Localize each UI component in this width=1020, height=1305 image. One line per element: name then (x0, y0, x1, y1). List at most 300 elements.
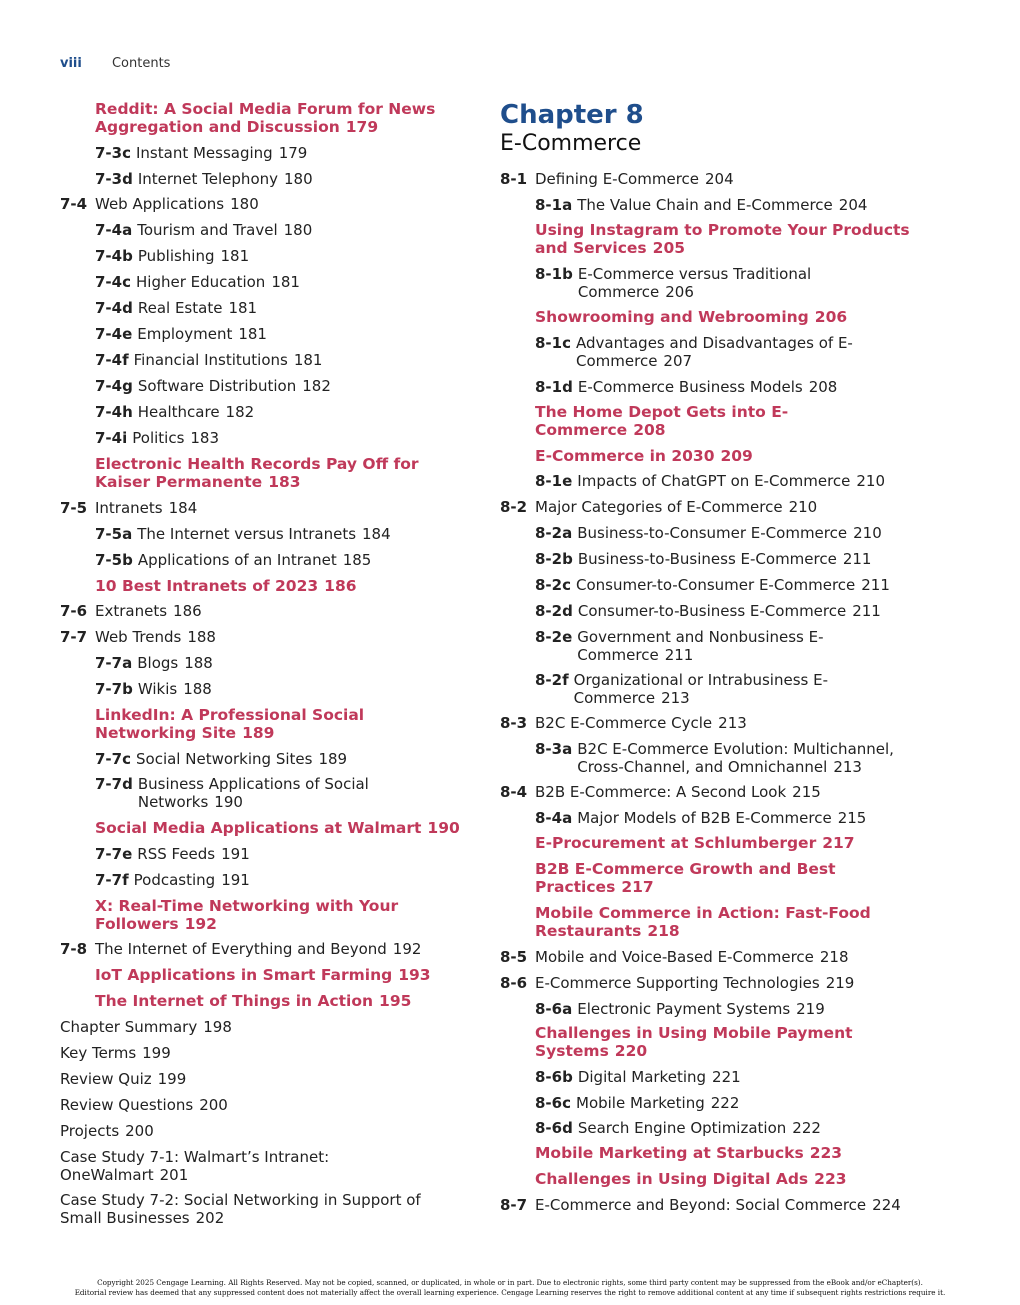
entry-number: 8-1a (535, 196, 573, 214)
entry-title: Web Applications (95, 195, 225, 213)
running-header (60, 56, 170, 71)
entry-number: 8-6a (535, 1000, 573, 1018)
toc-subsection-entry[interactable] (60, 247, 460, 265)
toc-subsection-entry[interactable] (500, 334, 910, 370)
toc-feature-entry[interactable] (60, 897, 460, 933)
toc-section-entry[interactable] (60, 499, 460, 517)
entry-number: 8-1b (535, 265, 573, 283)
entry-title: Review Quiz (60, 1070, 152, 1088)
toc-backmatter-entry[interactable] (60, 1070, 460, 1088)
entry-page-number: 179 (345, 118, 379, 136)
toc-feature-entry[interactable] (500, 860, 910, 896)
entry-number: 7-5a (95, 525, 133, 543)
toc-backmatter-entry[interactable] (60, 1018, 460, 1036)
entry-page-number: 219 (825, 974, 855, 992)
toc-subsection-entry[interactable] (60, 144, 460, 162)
entry-title: Intranets (95, 499, 163, 517)
entry-page-number: 213 (833, 758, 862, 776)
entry-page-number: 211 (664, 646, 694, 664)
toc-section-entry[interactable] (60, 628, 460, 646)
entry-page-number: 206 (665, 283, 694, 301)
entry-page-number: 206 (814, 308, 848, 326)
entry-number: 7-4a (95, 221, 133, 239)
entry-title: Challenges in Using Digital Ads (535, 1170, 809, 1188)
entry-number: 8-7 (500, 1196, 528, 1214)
entry-text-wrap (95, 706, 460, 742)
entry-page-number: 181 (238, 325, 267, 343)
entry-title: Chapter Summary (60, 1018, 198, 1036)
entry-page-number: 218 (819, 948, 849, 966)
entry-number: 8-2b (535, 550, 573, 568)
entry-number: 8-1 (500, 170, 528, 188)
entry-text-wrap (138, 170, 460, 188)
entry-title: Electronic Payment Systems (577, 1000, 791, 1018)
toc-feature-entry[interactable] (500, 403, 910, 439)
entry-text-wrap (535, 860, 910, 896)
entry-title: Podcasting (133, 871, 216, 889)
toc-subsection-entry[interactable] (60, 750, 460, 768)
entry-page-number: 188 (183, 680, 212, 698)
toc-section-entry[interactable] (500, 498, 910, 516)
entry-title: B2C E-Commerce Evolution: Multichannel, Cross-Channel, and Omnichannel (577, 740, 894, 776)
entry-title: The Home Depot Gets into E-Commerce (535, 403, 789, 439)
entry-page-number: 222 (710, 1094, 740, 1112)
entry-text-wrap (577, 628, 910, 664)
toc-subsection-entry[interactable] (60, 845, 460, 863)
entry-text-wrap (138, 775, 460, 811)
entry-number: 8-2a (535, 524, 573, 542)
entry-title: B2C E-Commerce Cycle (535, 714, 713, 732)
entry-number: 8-4 (500, 783, 528, 801)
entry-text-wrap (535, 948, 910, 966)
toc-subsection-entry[interactable] (60, 170, 460, 188)
entry-title: B2B E-Commerce: A Second Look (535, 783, 787, 801)
toc-backmatter-entry[interactable] (60, 1191, 460, 1227)
toc-feature-entry[interactable] (500, 447, 910, 465)
entry-text-wrap (577, 472, 910, 490)
entry-text-wrap (132, 429, 460, 447)
entry-text-wrap (535, 904, 910, 940)
entry-title: Tourism and Travel (137, 221, 278, 239)
toc-feature-entry[interactable] (60, 706, 460, 742)
toc-subsection-entry[interactable] (60, 551, 460, 569)
entry-text-wrap (95, 602, 460, 620)
entry-text-wrap (576, 576, 910, 594)
entry-number: 7-7e (95, 845, 133, 863)
toc-backmatter-entry[interactable] (60, 1096, 460, 1114)
entry-page-number: 179 (278, 144, 308, 162)
entry-title: Software Distribution (137, 377, 297, 395)
entry-number: 8-2f (535, 671, 569, 689)
entry-title: E-Commerce versus Traditional Commerce (577, 265, 812, 301)
entry-number: 8-2e (535, 628, 573, 646)
toc-subsection-entry[interactable] (500, 550, 910, 568)
toc-subsection-entry[interactable] (500, 1000, 910, 1018)
entry-page-number: 222 (792, 1119, 821, 1137)
entry-page-number: 198 (203, 1018, 232, 1036)
entry-title: Case Study 7-1: Walmart’s Intranet: OneWalmart (60, 1148, 330, 1184)
entry-page-number: 220 (614, 1042, 648, 1060)
entry-page-number: 208 (808, 378, 838, 396)
entry-text-wrap (578, 1068, 910, 1086)
entry-page-number: 210 (853, 524, 882, 542)
entry-number: 8-5 (500, 948, 528, 966)
toc-section-entry[interactable] (500, 1196, 910, 1214)
toc-subsection-entry[interactable] (500, 740, 910, 776)
toc-right-entries (500, 170, 910, 1214)
entry-number: 7-4i (95, 429, 128, 447)
entry-title: Electronic Health Records Pay Off for Kaiser Permanente (95, 455, 419, 491)
entry-text-wrap (60, 1070, 460, 1088)
toc-subsection-entry[interactable] (500, 524, 910, 542)
toc-backmatter-entry[interactable] (60, 1044, 460, 1062)
chapter-heading: Chapter 8 (500, 100, 644, 130)
toc-subsection-entry[interactable] (500, 265, 910, 301)
entry-page-number: 200 (125, 1122, 154, 1140)
entry-text-wrap (60, 1096, 460, 1114)
entry-text-wrap (535, 974, 910, 992)
toc-subsection-entry[interactable] (500, 378, 910, 396)
toc-section-entry[interactable] (500, 974, 910, 992)
entry-title: Major Categories of E-Commerce (535, 498, 783, 516)
toc-subsection-entry[interactable] (500, 809, 910, 827)
toc-subsection-entry[interactable] (500, 472, 910, 490)
toc-subsection-entry[interactable] (500, 196, 910, 214)
entry-title: Publishing (137, 247, 215, 265)
copyright-line-2: Editorial review has deemed that any suppressed content does not materially affect the overall learning experience. Cengage Learning reserves the right to remove additional content at any time if subsequent rights restrictions require it. (74, 1288, 946, 1297)
running-title: Contents (111, 56, 171, 71)
entry-page-number: 223 (809, 1144, 843, 1162)
entry-page-number: 180 (230, 195, 259, 213)
toc-left-column (60, 100, 460, 1227)
entry-title: Social Networking Sites (136, 750, 313, 768)
entry-title: Internet Telephony (137, 170, 278, 188)
entry-page-number: 192 (184, 915, 217, 933)
entry-page-number: 188 (187, 628, 216, 646)
toc-subsection-entry[interactable] (500, 628, 910, 664)
entry-title: Search Engine Optimization (577, 1119, 787, 1137)
entry-title: Healthcare (137, 403, 220, 421)
entry-text-wrap (535, 447, 910, 465)
entry-text-wrap (60, 1191, 460, 1227)
entry-page-number: 215 (837, 809, 867, 827)
entry-page-number: 180 (284, 170, 313, 188)
entry-page-number: 217 (621, 878, 654, 896)
toc-section-entry[interactable] (60, 602, 460, 620)
entry-title: Mobile Marketing (576, 1094, 705, 1112)
entry-title: Web Trends (95, 628, 182, 646)
entry-text-wrap (577, 809, 910, 827)
entry-number: 7-4b (95, 247, 133, 265)
entry-text-wrap (95, 195, 460, 213)
entry-title: Organizational or Intrabusiness E-Commerce (573, 671, 828, 707)
entry-page-number: 189 (318, 750, 348, 768)
entry-title: Blogs (137, 654, 179, 672)
entry-number: 7-7f (95, 871, 129, 889)
entry-number: 7-4f (95, 351, 129, 369)
entry-text-wrap (95, 455, 460, 491)
entry-page-number: 186 (173, 602, 202, 620)
toc-feature-entry[interactable] (500, 1170, 910, 1188)
entry-page-number: 181 (228, 299, 258, 317)
entry-number: 7-4 (60, 195, 88, 213)
toc-feature-entry[interactable] (500, 834, 910, 852)
toc-subsection-entry[interactable] (60, 351, 460, 369)
toc-feature-entry[interactable] (60, 966, 460, 984)
entry-number: 8-1d (535, 378, 573, 396)
entry-text-wrap (578, 602, 910, 620)
entry-text-wrap (95, 940, 460, 958)
toc-feature-entry[interactable] (500, 1144, 910, 1162)
toc-subsection-entry[interactable] (60, 377, 460, 395)
entry-text-wrap (95, 577, 460, 595)
entry-title: Showrooming and Webrooming (535, 308, 809, 326)
entry-page-number: 215 (792, 783, 821, 801)
toc-subsection-entry[interactable] (500, 1094, 910, 1112)
entry-text-wrap (138, 551, 460, 569)
entry-text-wrap (136, 750, 460, 768)
entry-text-wrap (576, 334, 910, 370)
entry-title: Consumer-to-Consumer E-Commerce (576, 576, 856, 594)
entry-title: Business Applications of Social Networks (137, 775, 369, 811)
toc-section-entry[interactable] (500, 948, 910, 966)
entry-text-wrap (95, 897, 460, 933)
entry-text-wrap (95, 628, 460, 646)
copyright-footer (0, 1278, 1020, 1298)
entry-title: The Internet of Things in Action (95, 992, 374, 1010)
toc-section-entry[interactable] (500, 170, 910, 188)
entry-title: E-Procurement at Schlumberger (535, 834, 817, 852)
entry-number: 8-4a (535, 809, 573, 827)
toc-subsection-entry[interactable] (500, 1068, 910, 1086)
entry-number: 7-5 (60, 499, 88, 517)
entry-number: 7-4d (95, 299, 133, 317)
entry-title: The Value Chain and E-Commerce (577, 196, 833, 214)
entry-text-wrap (60, 1044, 460, 1062)
copyright-line-1: Copyright 2025 Cengage Learning. All Rights Reserved. May not be copied, scanned, or duplicated, in whole or in part. Due to electronic rights, some third party content may be suppressed from the eBook and/or eChapter(s). (97, 1278, 923, 1287)
toc-section-entry[interactable] (500, 714, 910, 732)
toc-subsection-entry[interactable] (60, 775, 460, 811)
entry-text-wrap (137, 654, 460, 672)
entry-text-wrap (138, 403, 460, 421)
entry-text-wrap (535, 1144, 910, 1162)
entry-page-number: 204 (705, 170, 734, 188)
entry-title: LinkedIn: A Professional Social Networking Site (95, 706, 365, 742)
toc-subsection-entry[interactable] (60, 654, 460, 672)
entry-text-wrap (577, 524, 910, 542)
entry-page-number: 190 (427, 819, 460, 837)
entry-title: RSS Feeds (137, 845, 216, 863)
entry-title: Case Study 7-2: Social Networking in Support of Small Businesses (60, 1191, 421, 1227)
entry-page-number: 201 (159, 1166, 189, 1184)
entry-title: Instant Messaging (136, 144, 273, 162)
entry-text-wrap (60, 1148, 460, 1184)
toc-section-entry[interactable] (60, 940, 460, 958)
entry-text-wrap (95, 966, 460, 984)
entry-page-number: 210 (856, 472, 886, 490)
toc-subsection-entry[interactable] (500, 1119, 910, 1137)
entry-title: IoT Applications in Smart Farming (95, 966, 393, 984)
entry-title: Mobile and Voice-Based E-Commerce (535, 948, 814, 966)
entry-page-number: 221 (712, 1068, 741, 1086)
chapter-title: E-Commerce (500, 131, 642, 156)
entry-text-wrap (136, 273, 460, 291)
entry-text-wrap (535, 403, 910, 439)
entry-page-number: 218 (647, 922, 680, 940)
entry-title: Employment (137, 325, 233, 343)
toc-subsection-entry[interactable] (60, 403, 460, 421)
entry-title: E-Commerce in 2030 (535, 447, 715, 465)
entry-title: Consumer-to-Business E-Commerce (577, 602, 847, 620)
entry-number: 7-8 (60, 940, 88, 958)
entry-text-wrap (577, 1000, 910, 1018)
entry-number: 7-7b (95, 680, 133, 698)
entry-page-number: 213 (661, 689, 690, 707)
entry-page-number: 219 (796, 1000, 825, 1018)
entry-title: Challenges in Using Mobile Payment Systems (535, 1024, 853, 1060)
entry-page-number: 182 (302, 377, 331, 395)
entry-text-wrap (137, 525, 460, 543)
toc-subsection-entry[interactable] (60, 273, 460, 291)
page-number: viii (60, 56, 82, 71)
entry-text-wrap (60, 1122, 460, 1140)
entry-text-wrap (535, 498, 910, 516)
entry-page-number: 199 (142, 1044, 171, 1062)
entry-page-number: 181 (293, 351, 323, 369)
entry-title: Social Media Applications at Walmart (95, 819, 422, 837)
entry-text-wrap (578, 550, 910, 568)
toc-feature-entry[interactable] (500, 308, 910, 326)
entry-number: 7-7d (95, 775, 133, 793)
toc-feature-entry[interactable] (60, 455, 460, 491)
toc-subsection-entry[interactable] (60, 871, 460, 889)
entry-title: Key Terms (60, 1044, 137, 1062)
toc-subsection-entry[interactable] (60, 525, 460, 543)
entry-title: Mobile Commerce in Action: Fast-Food Restaurants (535, 904, 871, 940)
entry-text-wrap (137, 325, 460, 343)
entry-page-number: 181 (220, 247, 250, 265)
entry-title: Review Questions (60, 1096, 194, 1114)
entry-title: Wikis (137, 680, 178, 698)
entry-title: Mobile Marketing at Starbucks (535, 1144, 804, 1162)
entry-title: Major Models of B2B E-Commerce (577, 809, 832, 827)
toc-section-entry[interactable] (60, 195, 460, 213)
toc-section-entry[interactable] (500, 783, 910, 801)
entry-page-number: 192 (392, 940, 422, 958)
toc-feature-entry[interactable] (60, 992, 460, 1010)
entry-title: The Internet of Everything and Beyond (95, 940, 387, 958)
entry-number: 7-3c (95, 144, 131, 162)
entry-text-wrap (138, 299, 460, 317)
entry-page-number: 213 (718, 714, 747, 732)
entry-text-wrap (576, 1094, 910, 1112)
entry-number: 8-3 (500, 714, 528, 732)
entry-number: 7-4c (95, 273, 131, 291)
entry-text-wrap (535, 221, 910, 257)
entry-text-wrap (535, 308, 910, 326)
entry-title: E-Commerce Business Models (577, 378, 803, 396)
entry-page-number: 204 (838, 196, 868, 214)
entry-title: Applications of an Intranet (137, 551, 337, 569)
entry-page-number: 184 (362, 525, 391, 543)
entry-page-number: 182 (225, 403, 255, 421)
toc-subsection-entry[interactable] (500, 671, 910, 707)
entry-page-number: 199 (157, 1070, 187, 1088)
entry-title: Financial Institutions (133, 351, 288, 369)
entry-text-wrap (137, 845, 460, 863)
entry-title: Business-to-Consumer E-Commerce (577, 524, 848, 542)
entry-title: Projects (60, 1122, 120, 1140)
toc-feature-entry[interactable] (60, 577, 460, 595)
entry-text-wrap (95, 499, 460, 517)
entry-page-number: 209 (720, 447, 753, 465)
entry-page-number: 180 (283, 221, 313, 239)
toc-subsection-entry[interactable] (60, 429, 460, 447)
entry-number: 7-3d (95, 170, 133, 188)
entry-number: 8-2 (500, 498, 528, 516)
entry-page-number: 181 (271, 273, 300, 291)
toc-subsection-entry[interactable] (60, 680, 460, 698)
entry-text-wrap (577, 196, 910, 214)
toc-subsection-entry[interactable] (500, 602, 910, 620)
entry-text-wrap (578, 1119, 910, 1137)
entry-text-wrap (535, 1024, 910, 1060)
entry-text-wrap (138, 377, 460, 395)
entry-page-number: 223 (814, 1170, 847, 1188)
entry-text-wrap (60, 1018, 460, 1036)
toc-right-column (500, 100, 910, 1214)
entry-text-wrap (138, 680, 460, 698)
entry-text-wrap (535, 834, 910, 852)
toc-backmatter-entry[interactable] (60, 1122, 460, 1140)
entry-title: Reddit: A Social Media Forum for News Aggregation and Discussion (95, 100, 436, 136)
entry-title: Using Instagram to Promote Your Products and Services (535, 221, 910, 257)
toc-subsection-entry[interactable] (60, 325, 460, 343)
entry-page-number: 217 (822, 834, 855, 852)
toc-feature-entry[interactable] (500, 221, 910, 257)
entry-page-number: 185 (342, 551, 372, 569)
entry-number: 8-6 (500, 974, 528, 992)
toc-feature-entry[interactable] (60, 100, 460, 136)
entry-title: X: Real-Time Networking with Your Followers (95, 897, 399, 933)
entry-title: Politics (132, 429, 185, 447)
entry-title: Business-to-Business E-Commerce (577, 550, 837, 568)
entry-text-wrap (137, 221, 460, 239)
entry-page-number: 210 (788, 498, 818, 516)
toc-backmatter-entry[interactable] (60, 1148, 460, 1184)
toc-feature-entry[interactable] (500, 904, 910, 940)
toc-subsection-entry[interactable] (60, 299, 460, 317)
entry-number: 7-7a (95, 654, 133, 672)
entry-page-number: 189 (242, 724, 275, 742)
toc-subsection-entry[interactable] (500, 576, 910, 594)
entry-number: 8-2d (535, 602, 573, 620)
toc-feature-entry[interactable] (60, 819, 460, 837)
entry-text-wrap (95, 819, 460, 837)
entry-title: Government and Nonbusiness E-Commerce (577, 628, 824, 664)
entry-text-wrap (577, 740, 910, 776)
entry-text-wrap (535, 1170, 910, 1188)
entry-text-wrap (535, 783, 910, 801)
entry-page-number: 188 (184, 654, 213, 672)
entry-number: 8-3a (535, 740, 573, 758)
entry-title: Higher Education (136, 273, 266, 291)
toc-feature-entry[interactable] (500, 1024, 910, 1060)
toc-subsection-entry[interactable] (60, 221, 460, 239)
entry-number: 8-6b (535, 1068, 573, 1086)
entry-text-wrap (574, 671, 910, 707)
entry-page-number: 211 (852, 602, 881, 620)
